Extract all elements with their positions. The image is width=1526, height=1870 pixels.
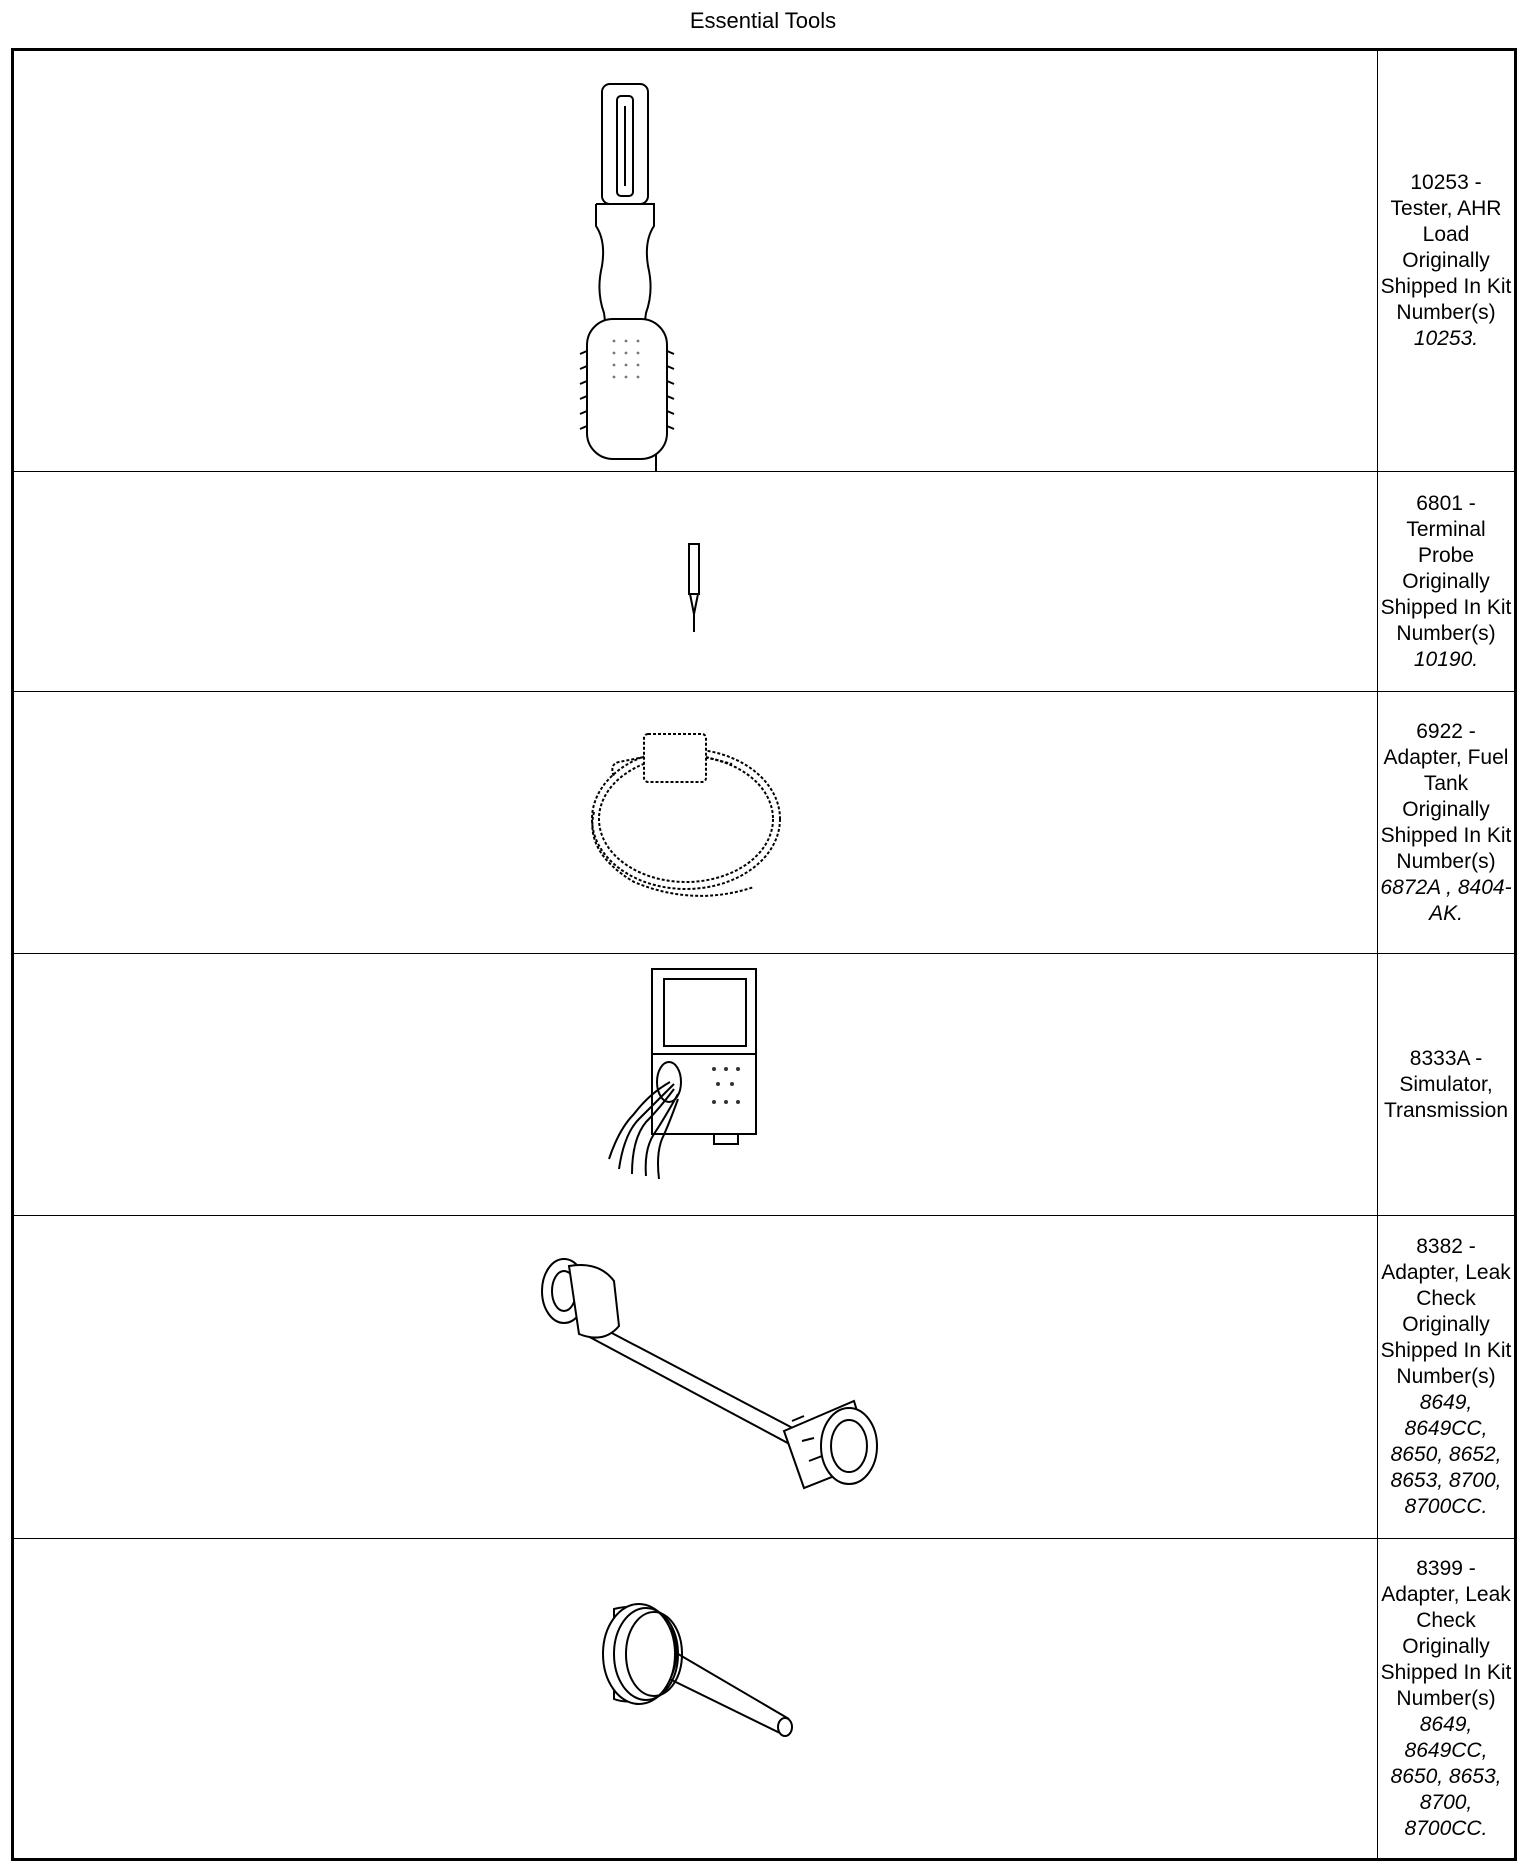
tool-number-name: 10253 - Tester, AHR Load — [1390, 171, 1502, 246]
tool-image-cell — [14, 1539, 1378, 1858]
leak-check-adapter-8399-illustration — [14, 1539, 1378, 1858]
fuel-tank-adapter-illustration — [14, 692, 1378, 954]
table-row — [14, 51, 1514, 472]
shipped-in-text: Originally Shipped In Kit Number(s) — [1380, 249, 1512, 324]
essential-tools-table — [11, 48, 1517, 1861]
tool-description — [1378, 472, 1514, 691]
shipped-in-text: Originally Shipped In Kit Number(s) — [1380, 569, 1512, 645]
kit-numbers: 10253. — [1413, 327, 1479, 350]
tool-image-cell — [14, 51, 1378, 471]
kit-numbers: 10190. — [1413, 647, 1479, 671]
shipped-in-text: Originally Shipped In Kit Number(s) — [1380, 797, 1512, 873]
ahr-load-tester-illustration — [14, 51, 1378, 472]
tool-number-name: 8399 - Adapter, Leak Check — [1381, 1556, 1511, 1632]
tool-image-cell — [14, 1216, 1378, 1538]
tool-description — [1378, 51, 1514, 471]
tool-image-cell — [14, 954, 1378, 1215]
shipped-in-text: Originally Shipped In Kit Number(s) — [1380, 1634, 1512, 1710]
table-row — [14, 1539, 1514, 1858]
page-title: Essential Tools — [689, 8, 837, 33]
table-row — [14, 692, 1514, 954]
shipped-in-text: Originally Shipped In Kit Number(s) — [1380, 1313, 1512, 1388]
tool-description — [1378, 954, 1514, 1215]
kit-numbers: 8649, 8649CC, 8650, 8653, 8700, 8700CC. — [1390, 1712, 1502, 1840]
tool-image-cell — [14, 692, 1378, 953]
tool-description — [1378, 692, 1514, 953]
transmission-simulator-illustration — [14, 954, 1378, 1216]
tool-description — [1378, 1216, 1514, 1538]
tool-number-name: 8333A - Simulator, Transmission — [1383, 1046, 1509, 1122]
tool-number-name: 6801 - Terminal Probe — [1406, 491, 1486, 567]
table-row — [14, 472, 1514, 692]
tool-description — [1378, 1539, 1514, 1858]
table-row — [14, 1216, 1514, 1539]
leak-check-adapter-8382-illustration — [14, 1216, 1378, 1539]
kit-numbers: 8649, 8649CC, 8650, 8652, 8653, 8700, 8700CC. — [1390, 1391, 1502, 1518]
table-row — [14, 954, 1514, 1216]
tool-number-name: 8382 - Adapter, Leak Check — [1381, 1235, 1511, 1310]
tool-image-cell — [14, 472, 1378, 691]
kit-numbers: 6872A , 8404-AK. — [1380, 875, 1512, 925]
terminal-probe-illustration — [14, 472, 1378, 692]
tool-number-name: 6922 - Adapter, Fuel Tank — [1383, 719, 1509, 795]
